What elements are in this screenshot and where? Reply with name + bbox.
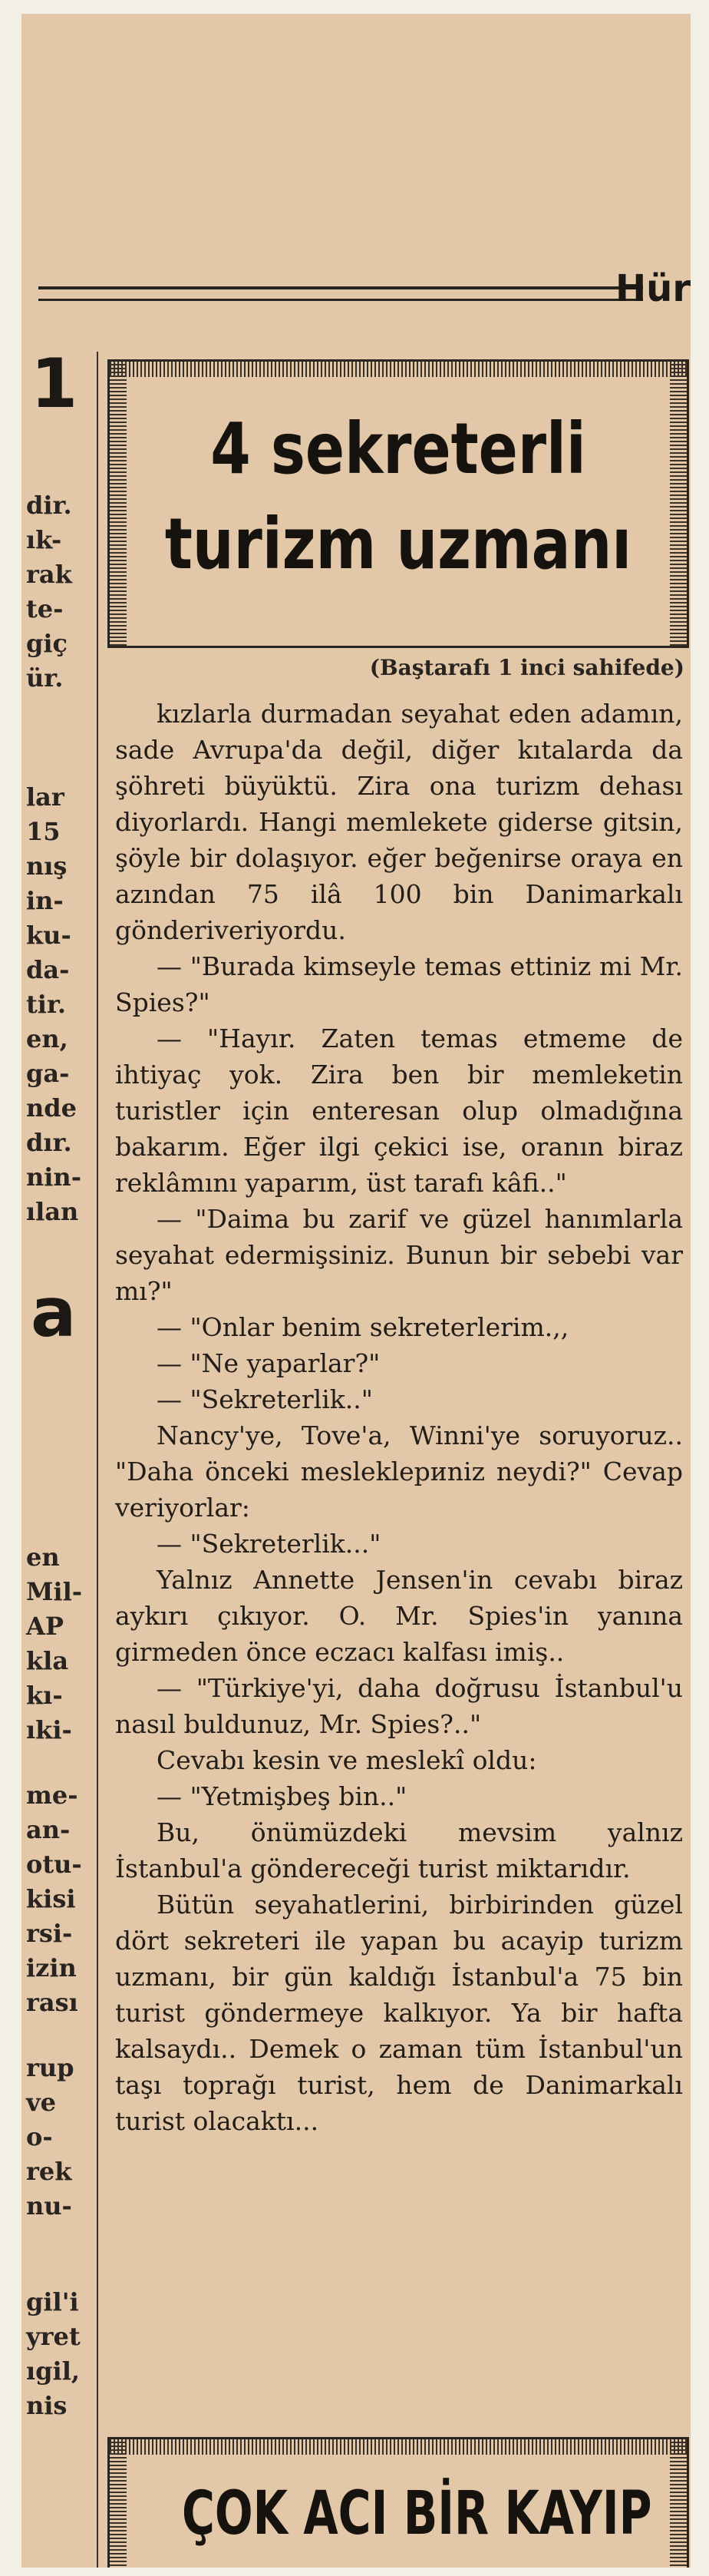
headline-box	[107, 359, 689, 648]
article-paragraph: — "Sekreterlik..."	[157, 1529, 381, 1559]
adjacent-column-text: 15	[26, 817, 61, 846]
headline-line-2: turizm uzmanı	[164, 503, 632, 585]
adjacent-column-text: rup	[26, 2053, 74, 2082]
adjacent-column-text: ga-	[26, 1059, 70, 1088]
headline-line-1: 4 sekreterli	[210, 408, 586, 490]
adjacent-column-text: ıgil,	[26, 2356, 80, 2386]
adjacent-column-text: AP	[26, 1612, 64, 1641]
column-rule	[97, 352, 98, 2568]
masthead-rule	[38, 286, 643, 301]
article-body	[115, 696, 683, 2139]
adjacent-column-text: dir.	[26, 491, 72, 520]
source-note: (Baştarafı 1 inci sahifede)	[369, 655, 684, 680]
next-headline-box	[107, 2437, 689, 2568]
article-paragraph: — "Burada kimseyle temas ettiniz mi Mr. Spies?"	[115, 951, 683, 1017]
adjacent-column-text: nde	[26, 1093, 77, 1123]
adjacent-column-text: te-	[26, 594, 64, 623]
article-paragraph: — "Yetmişbeş bin.."	[157, 1781, 407, 1811]
adjacent-column-text: gil'i	[26, 2287, 79, 2316]
article-paragraph: — "Hayır. Zaten temas etmeme de ihtiyaç yok. Zira ben bir memleketin turistler için enteresan olup olmadığına bakarım. Eğer ilgi çekici ise, oranın biraz reklâmını yaparım, üst tarafı kâfi.."	[115, 1023, 683, 1198]
adjacent-column-text: in-	[26, 886, 64, 915]
adjacent-column-text: rek	[26, 2157, 72, 2186]
adjacent-column-fragment	[21, 14, 81, 2568]
adjacent-column-text: en,	[26, 1024, 68, 1053]
adjacent-column-text: kı-	[26, 1681, 63, 1710]
article-paragraph: Nancy'ye, Tove'a, Winni'ye soruyoruz.. "Daha önceki mesleklериniz neydi?" Cevap veriyorlar:	[115, 1420, 683, 1523]
article-paragraph: Bütün seyahatlerini, birbirinden güzel dört sekreteri ile yapan bu acayip turizm uzmanı, bir gün kaldığı İstanbul'a 75 bin turist göndermeye kalkıyor. Ya bir hafta kalsaydı.. Demek o zaman tüm İstanbul'un taşı toprağı turist, hem de Danimarkalı turist olacaktı...	[115, 1890, 683, 2136]
adjacent-column-text: Mil-	[26, 1577, 83, 1606]
adjacent-column-text: ve	[26, 2088, 56, 2117]
article-paragraph: Yalnız Annette Jensen'in cevabı biraz aykırı çıkıyor. O. Mr. Spies'in yanına girmeden önce eczacı kalfası imiş..	[115, 1565, 683, 1667]
article-paragraph: — "Sekreterlik.."	[157, 1384, 373, 1414]
adjacent-column-text: lar	[26, 782, 64, 812]
adjacent-column-text: rak	[26, 560, 72, 589]
adjacent-column-text: kla	[26, 1646, 69, 1675]
article-paragraph: — "Daima bu zarif ve güzel hanımlarla seyahat edermişsiniz. Bunun bir sebebi var mı?"	[115, 1204, 683, 1306]
adjacent-column-text: an-	[26, 1815, 71, 1844]
adjacent-column-text: rsi-	[26, 1919, 73, 1948]
adjacent-column-text: me-	[26, 1781, 78, 1810]
next-headline: ÇOK ACI BİR KAYIP	[182, 2479, 652, 2548]
adjacent-column-text: ılan	[26, 1197, 79, 1226]
adjacent-column-text: ık-	[26, 525, 62, 554]
article-paragraph: Cevabı kesin ve meslekî oldu:	[157, 1745, 537, 1775]
adjacent-column-text: o-	[26, 2122, 53, 2151]
adjacent-column-text: 1	[31, 344, 78, 423]
adjacent-column-text: tir.	[26, 990, 66, 1019]
adjacent-column-text: dır.	[26, 1128, 72, 1157]
article-paragraph: kızlarla durmadan seyahat eden adamın, sade Avrupa'da değil, diğer kıtalarda da şöhreti büyüktü. Zira ona turizm dehası diyorlardı. Hangi memlekete giderse gitsin, şöyle bir dolaşıyor. eğer beğenirse oraya en azından 75 ilâ 100 bin Danimarkalı gönderiveriyordu.	[115, 699, 683, 945]
adjacent-column-text: da-	[26, 955, 70, 984]
adjacent-column-text: en	[26, 1543, 60, 1572]
masthead-word: Hür	[615, 267, 691, 310]
adjacent-column-text: nu-	[26, 2191, 72, 2221]
adjacent-column-text: nış	[26, 852, 68, 881]
adjacent-column-text: otu-	[26, 1850, 82, 1879]
adjacent-column-text: giç	[26, 629, 68, 658]
adjacent-column-text: ıki-	[26, 1715, 72, 1744]
adjacent-column-text: nis	[26, 2391, 68, 2420]
adjacent-column-text: nin-	[26, 1162, 81, 1192]
adjacent-column-text: a	[31, 1273, 77, 1352]
adjacent-column-text: rası	[26, 1988, 78, 2017]
article-paragraph: — "Türkiye'yi, daha doğrusu İstanbul'u nasıl buldunuz, Mr. Spies?.."	[115, 1673, 683, 1739]
adjacent-column-text: ku-	[26, 921, 71, 950]
newspaper-clipping	[21, 14, 691, 2568]
adjacent-column-text: kisi	[26, 1884, 76, 1913]
article-paragraph: — "Onlar benim sekreterlerim.,,	[157, 1312, 569, 1342]
article-paragraph: — "Ne yaparlar?"	[157, 1348, 381, 1378]
article-paragraph: Bu, önümüzdeki mevsim yalnız İstanbul'a göndereceği turist miktarıdır.	[115, 1817, 683, 1883]
adjacent-column-text: izin	[26, 1953, 77, 1982]
adjacent-column-text: ür.	[26, 663, 64, 693]
adjacent-column-text: yret	[26, 2322, 81, 2351]
